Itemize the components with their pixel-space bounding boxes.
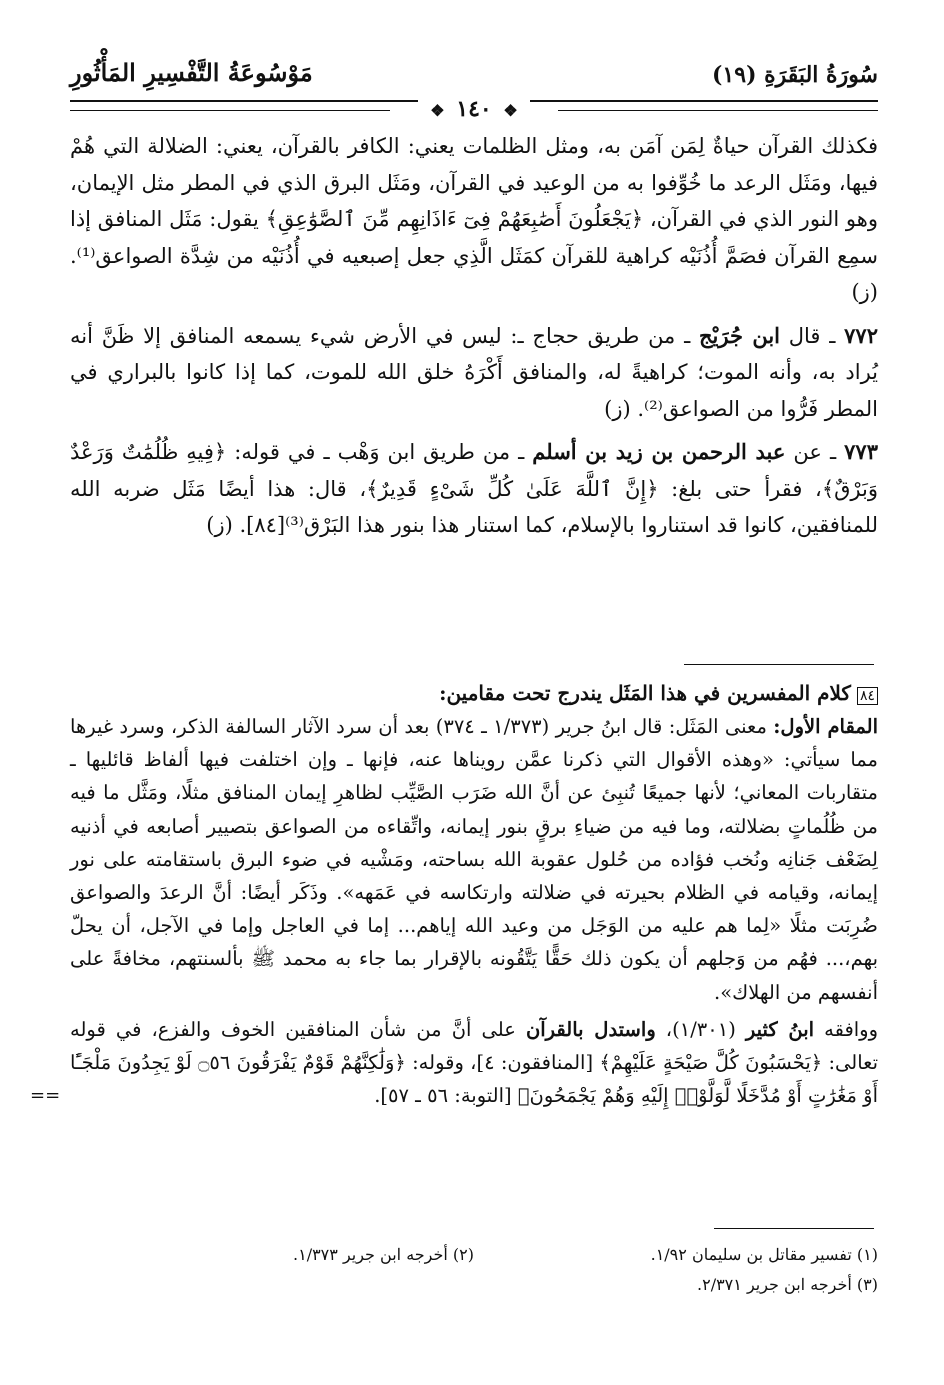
page-number-group (418, 96, 529, 122)
footnote-separator (714, 1228, 874, 1229)
footnotes (70, 1240, 878, 1300)
narration-772 (70, 318, 878, 428)
footnote-2: (٢) أخرجه ابن جرير ١/٣٧٣. (293, 1245, 474, 1264)
note-number-box: ٨٤ (857, 687, 878, 705)
continuation-marker: == (30, 1085, 61, 1106)
paragraph-continuation: فكذلك القرآن حياةٌ لِمَن آمَن به، ومثل الظلمات يعني: الكافر بالقرآن، يعني: الضلالة التي هُمْ فيها، ومَثَل الرعد ما خُوِّفوا به من الوعيد في القرآن، ومَثَل البرق الذي في المطر مثل الإيمان، وهو النور الذي في القرآن، ﴿يَجْعَلُونَ أَصَٰبِعَهُمْ فِىٓ ءَاذَانِهِم مِّنَ ٱلصَّوَٰعِقِ﴾ يقول: مَثَل المنافق إذا سمِع القرآن فصَمَّ أُذُنَيْه كراهية للقرآن كمَثَل الَّذِي جعل إصبعيه في أُذُنَيْه من شِدَّة الصواعق⁽¹⁾. (ز) (70, 134, 878, 304)
narration-text: ـ من طريق ابن وَهْب ـ في قوله: ﴿فِيهِ ظُلُمَٰتٌ وَرَعْدٌ وَبَرْقٌ﴾، فقرأ حتى بلغ: ﴿إِنَّ ٱللَّهَ عَلَىٰ كُلِّ شَىْءٍ قَدِيرٌ﴾، قال: هذا أيضًا مَثَل ضربه الله للمنافقين، كانوا قد استناروا بالإسلام، كما استنار هذا بنور هذا البَرْق⁽³⁾[٨٤]. (ز) (70, 440, 878, 537)
narrator-name: ابن جُرَيْج (698, 322, 781, 348)
book-title: مَوْسُوعَةُ التَّفْسِيرِ المَأْثُورِ (70, 58, 313, 87)
narrator-name: عبد الرحمن بن زيد بن أسلم (532, 439, 786, 464)
note-title (70, 676, 878, 710)
commentary-notes (70, 676, 878, 1112)
footnote-3: (٣) أخرجه ابن جرير ٢/٣٧١. (697, 1275, 878, 1294)
note-heading: كلام المفسرين في هذا المَثَل يندرج تحت مقامين: (439, 681, 851, 705)
narration-number: ٧٧٢ (844, 322, 878, 348)
ornament-icon: ❖ (430, 101, 445, 120)
note-subheading: المقام الأول: (773, 715, 878, 738)
note-text: معنى المَثَل: قال ابنُ جرير (١/٣٧٣ ـ ٣٧٤) بعد أن سرد الآثار السالفة الذكر، وسرد غيرها مما سيأتي: «وهذه الأقوال التي ذكرنا عمَّن رويناها عنه، فإنها ـ وإن اختلفت فيها ألفاظ قائليها ـ متقاربات المعاني؛ لأنها جميعًا تُنبِئ عن أنَّ الله ضَرَب الصَّيِّب لظاهرِ إيمان المنافق مثلًا، ومَثَّل ما فيه من ظُلُماتٍ بضلالته، وما فيه من ضياءِ برقٍ بنور إيمانه، واتِّقاءه من الصواعق بتصيير أصابعه في أذنيه لِضَعْف جَنانِه ونُخب فؤاده من حُلول عقوبة الله بساحته، ومَشْيه في ضوء البرق باستقامته على نور إيمانه، وقيامه في الظلام بحيرته في ضلالته وارتكاسه في عَمَهه». وذَكَر أيضًا: أنَّ الرعدَ والصواعق ضُرِبَت مثلًا «لِما هم عليه من الوَجَل من وعيد الله إياهم... إما في العاجل وإما في الآجل، أن يحلّ بهم،... فهُم من وَجلهم أن يكون ذلك حَقًّا يَتَّقُونه بالإقرار بما جاء به محمد ﷺ بألسنتهم، مخافةً على أنفسهم من الهلاك». (70, 715, 878, 1004)
narration-number: ٧٧٣ (844, 439, 878, 464)
narration-773 (70, 434, 878, 544)
note-ref: (١/٣٠١)، (655, 1017, 746, 1041)
narration-lead: ـ قال (780, 323, 845, 348)
page-number: ١٤٠ (456, 96, 492, 122)
page-header (70, 48, 878, 122)
scholar-name: ابنُ كثير (745, 1017, 815, 1041)
note-text: على أنَّ من شأن المنافقين الخوف والفزع، في قوله تعالى: ﴿يَحْسَبُونَ كُلَّ صَيْحَةٍ عَلَيْهِمْ﴾ [المنافقون: ٤]، وقوله: ﴿وَلَٰكِنَّهُمْ قَوْمٌ يَفْرَقُونَ ۝٥٦ لَوْ يَجِدُونَ مَلْجَـًٔا أَوْ مَغَٰرَٰتٍ أَوْ مُدَّخَلًا لَّوَلَّوْا۟ إِلَيْهِ وَهُمْ يَجْمَحُونَ﴾ [التوبة: ٥٦ ـ ٥٧]. (70, 1017, 879, 1108)
notes-separator (684, 664, 874, 665)
note-lead: ووافقه (814, 1017, 879, 1041)
note-emphasis: واستدل بالقرآن (525, 1017, 656, 1041)
note-paragraph-2 (70, 1013, 878, 1113)
note-paragraph-1 (70, 710, 878, 1009)
main-text (70, 128, 878, 544)
footnote-1: (١) تفسير مقاتل بن سليمان ١/٩٢. (650, 1245, 878, 1264)
ornament-icon: ❖ (503, 101, 518, 120)
surah-title: سُورَةُ البَقَرَةِ (١٩) (712, 62, 878, 88)
narration-text: ـ من طريق حجاج ـ: ليس في الأرض شيء يسمعه المنافق إلا ظَنَّ أنه يُراد به، وأنه الموت؛ كراهيةً له، والمنافق أَكْرَهُ خلق الله للموت، كما إذا كانوا بالبراري في المطر فَرُّوا من الصواعق⁽²⁾. (ز) (70, 323, 878, 421)
narration-lead: ـ عن (785, 440, 845, 464)
